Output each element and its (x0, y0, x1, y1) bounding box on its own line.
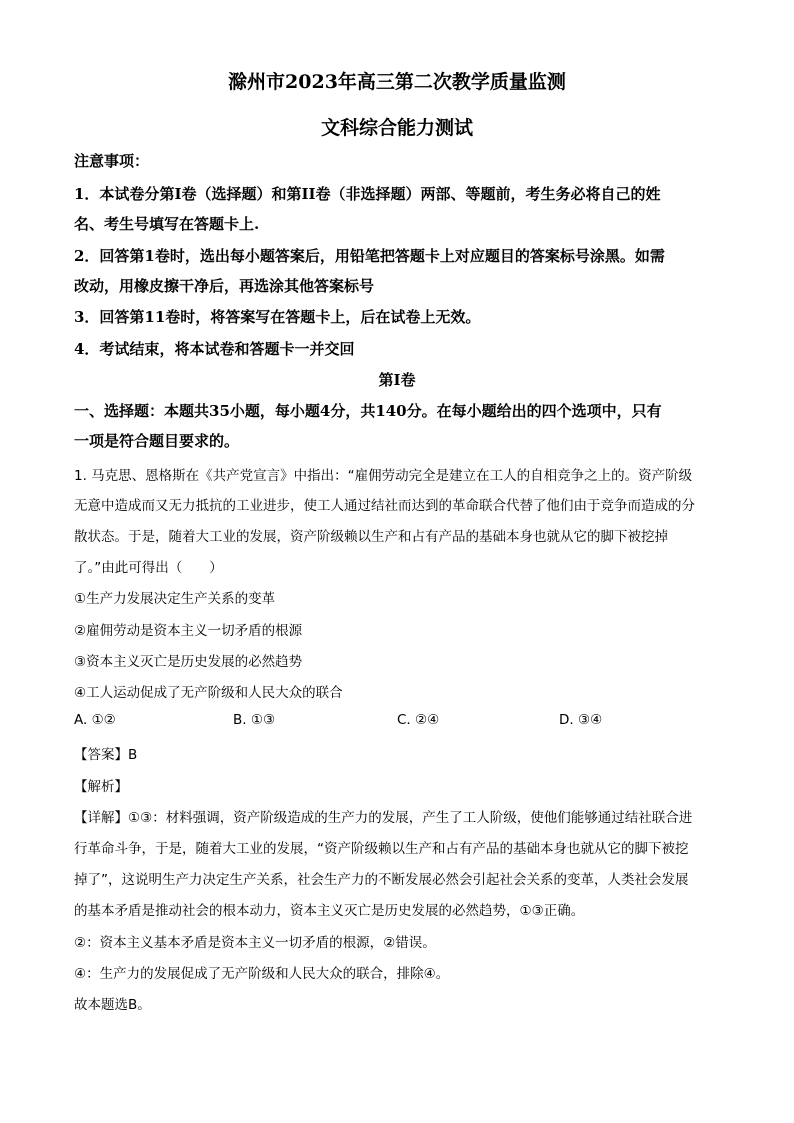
notice-line: 4．考试结束，将本试卷和答题卡一并交回 (74, 340, 355, 358)
statement-4: ④工人运动促成了无产阶级和人民大众的联合 (74, 685, 343, 701)
analysis-line: ④：生产力的发展促成了无产阶级和人民大众的联合，排除④。 (74, 966, 450, 982)
option-d: D. ③④ (559, 712, 603, 728)
notice-line: 改动，用橡皮擦干净后，再选涂其他答案标号 (74, 277, 375, 295)
question-stem-line: 了。”由此可得出（ ） (74, 560, 223, 576)
option-b: B. ①③ (233, 712, 276, 728)
analysis-line: 的基本矛盾是推动社会的根本动力，资本主义灭亡是历史发展的必然趋势，①③正确。 (74, 903, 585, 919)
question-stem-line: 散状态。于是，随着大工业的发展，资产阶级赖以生产和占有产品的基础本身也就从它的脚下被挖掉 (74, 529, 668, 545)
section-title: 第Ⅰ卷 (378, 371, 416, 389)
section-instruction: 一、选择题：本题共35小题，每小题4分，共140分。在每小题给出的四个选项中，只有 (74, 402, 662, 420)
answer-label: 【答案】B (74, 747, 138, 763)
exam-title: 滁州市2023年高三第二次教学质量监测 (228, 71, 566, 93)
exam-subtitle: 文科综合能力测试 (320, 117, 473, 139)
notice-line: 名、考生号填写在答题卡上. (74, 215, 260, 233)
analysis-heading: 【解析】 (74, 779, 128, 795)
statement-2: ②雇佣劳动是资本主义一切矛盾的根源 (74, 623, 303, 639)
statement-3: ③资本主义灭亡是历史发展的必然趋势 (74, 654, 303, 670)
question-stem-line: 1. 马克思、恩格斯在《共产党宣言》中指出：“雇佣劳动完全是建立在工人的自相竞争之上的。资产阶级 (74, 468, 693, 484)
analysis-line: 故本题选B。 (74, 997, 151, 1013)
analysis-line: 掉了”，这说明生产力决定生产关系，社会生产力的不断发展必然会引起社会关系的变革，人类社会发展 (74, 872, 689, 888)
analysis-line: 【详解】①③：材料强调，资产阶级造成的生产力的发展，产生了工人阶级，使他们能够通过结社联合进 (74, 810, 693, 826)
statement-1: ①生产力发展决定生产关系的变革 (74, 591, 276, 607)
question-stem-line: 无意中造成而又无力抵抗的工业进步，使工人通过结社而达到的革命联合代替了他们由于竞争而造成的分 (74, 498, 695, 514)
option-a: A. ①② (74, 712, 116, 728)
notice-line: 2．回答第1卷时，选出每小题答案后，用铅笔把答题卡上对应题目的答案标号涂黑。如需 (74, 247, 665, 265)
section-instruction: 一项是符合题目要求的。 (74, 432, 240, 450)
notice-line: 3．回答第11卷时，将答案写在答题卡上，后在试卷上无效。 (74, 308, 481, 326)
analysis-line: ②：资本主义基本矛盾是资本主义一切矛盾的根源，②错误。 (74, 935, 436, 951)
analysis-line: 行革命斗争，于是，随着大工业的发展，“资产阶级赖以生产和占有产品的基础本身也就从它的脚下被挖 (74, 841, 689, 857)
notice-line: 1．本试卷分第Ⅰ卷（选择题）和第II卷（非选择题）两部、等题前，考生务必将自己的姓 (74, 185, 661, 203)
option-c: C. ②④ (397, 712, 440, 728)
notice-heading: 注意事项： (74, 152, 150, 170)
